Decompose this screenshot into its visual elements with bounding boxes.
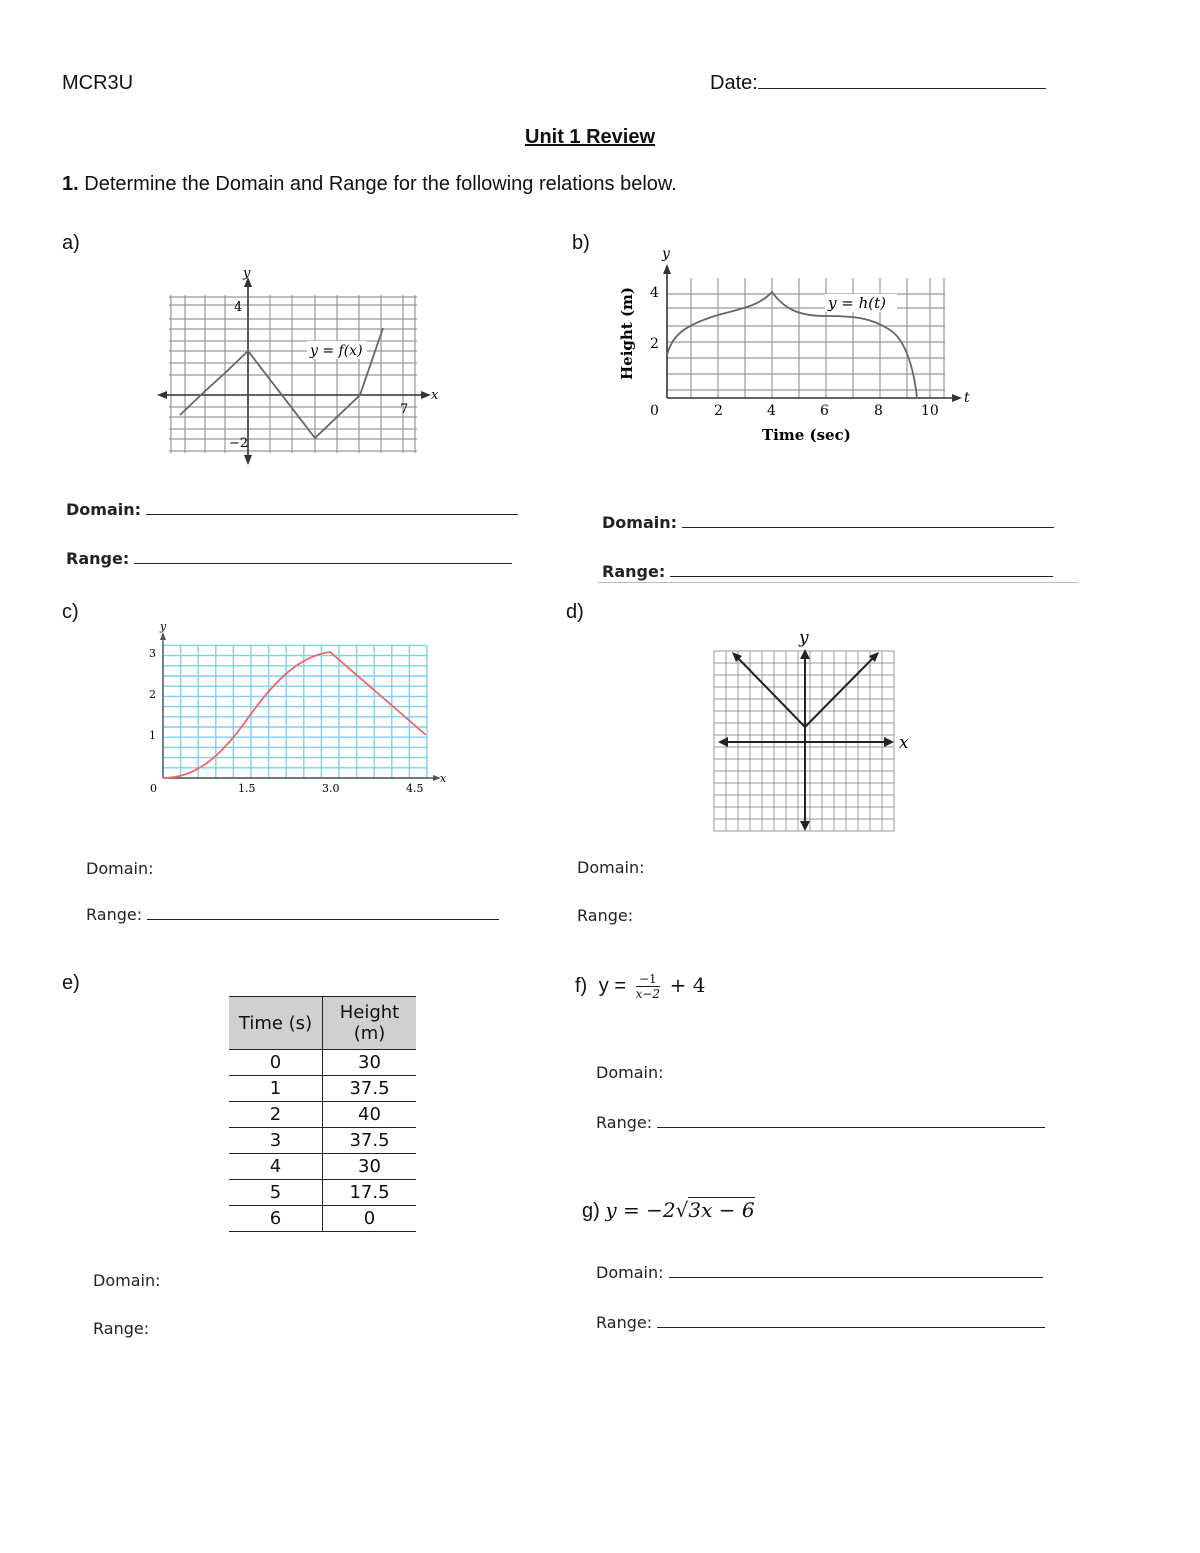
graph-b-xtick-2: 2 bbox=[714, 403, 723, 419]
graph-a-func-label: y = f(x) bbox=[310, 343, 363, 359]
graph-b bbox=[610, 240, 990, 450]
table-row bbox=[229, 1076, 416, 1102]
table-cell: 0 bbox=[323, 1206, 417, 1232]
part-b-domain bbox=[602, 513, 1054, 532]
part-f-denominator: x−2 bbox=[635, 987, 661, 1001]
part-f-fraction bbox=[636, 972, 660, 1001]
graph-b-ytick-4: 4 bbox=[650, 285, 659, 301]
table-header-height: Height (m) bbox=[323, 997, 417, 1050]
table-cell: 37.5 bbox=[323, 1076, 417, 1102]
part-f-equation bbox=[575, 972, 705, 1001]
part-d-range: Range: bbox=[577, 906, 634, 925]
date-line bbox=[758, 74, 1046, 89]
table-row bbox=[229, 1050, 416, 1076]
graph-b-xtick-0: 0 bbox=[650, 403, 659, 419]
table-cell: 2 bbox=[229, 1102, 323, 1128]
table-header-time: Time (s) bbox=[229, 997, 323, 1050]
divider bbox=[598, 582, 1078, 583]
part-f-range-label: Range: bbox=[596, 1113, 653, 1132]
part-g-domain bbox=[596, 1263, 1043, 1282]
table-cell: 6 bbox=[229, 1206, 323, 1232]
graph-b-xlabel: t bbox=[964, 390, 970, 406]
part-a-range-line[interactable] bbox=[134, 549, 512, 564]
graph-c-xtick-1-5: 1.5 bbox=[238, 782, 256, 795]
question-text: Determine the Domain and Range for the following relations below. bbox=[84, 173, 677, 195]
date-field bbox=[710, 72, 1046, 95]
part-a-range-label: Range: bbox=[66, 549, 130, 568]
table-cell: 0 bbox=[229, 1050, 323, 1076]
part-f-label: f) bbox=[575, 974, 588, 997]
table-cell: 1 bbox=[229, 1076, 323, 1102]
part-g-range-line[interactable] bbox=[657, 1313, 1045, 1328]
graph-c-ytick-3: 3 bbox=[149, 647, 156, 660]
graph-a-ylabel: y bbox=[243, 266, 251, 281]
graph-c-xtick-3-0: 3.0 bbox=[322, 782, 340, 795]
part-e-range: Range: bbox=[93, 1319, 150, 1338]
table-cell: 4 bbox=[229, 1154, 323, 1180]
graph-b-ylabel: y bbox=[662, 246, 670, 262]
graph-c-ylabel: y bbox=[160, 620, 167, 633]
page-title: Unit 1 Review bbox=[525, 126, 656, 148]
part-c-range-line[interactable] bbox=[147, 905, 499, 920]
table-header-row bbox=[229, 997, 416, 1050]
graph-b-ytick-2: 2 bbox=[650, 336, 659, 352]
table-cell: 3 bbox=[229, 1128, 323, 1154]
part-g-range-label: Range: bbox=[596, 1313, 653, 1332]
table-row bbox=[229, 1154, 416, 1180]
part-a-domain bbox=[66, 500, 518, 519]
part-c-range bbox=[86, 905, 499, 924]
graph-a-xlabel: x bbox=[431, 388, 439, 403]
graph-b-xtick-10: 10 bbox=[921, 403, 939, 419]
part-g-domain-line[interactable] bbox=[669, 1263, 1043, 1278]
graph-c-xlabel: x bbox=[440, 772, 447, 785]
table-cell: 17.5 bbox=[323, 1180, 417, 1206]
part-f-numerator: −1 bbox=[636, 972, 660, 987]
part-g-prefix: y = −2 bbox=[605, 1198, 676, 1222]
part-g-equation bbox=[582, 1198, 755, 1223]
graph-a bbox=[155, 265, 445, 465]
graph-b-xtick-4: 4 bbox=[767, 403, 776, 419]
table-row bbox=[229, 1128, 416, 1154]
part-c-label: c) bbox=[62, 601, 79, 623]
table-row bbox=[229, 1180, 416, 1206]
part-f-prefix: y = bbox=[598, 974, 627, 997]
graph-b-x-title: Time (sec) bbox=[762, 426, 851, 444]
part-b-range bbox=[602, 562, 1053, 581]
graph-d bbox=[700, 625, 930, 840]
table-cell: 40 bbox=[323, 1102, 417, 1128]
table-row bbox=[229, 1102, 416, 1128]
table-cell: 5 bbox=[229, 1180, 323, 1206]
part-a-label: a) bbox=[62, 232, 80, 254]
part-b-domain-line[interactable] bbox=[682, 513, 1054, 528]
graph-c-xtick-0: 0 bbox=[150, 782, 157, 795]
question-number: 1. bbox=[62, 173, 79, 195]
part-b-range-label: Range: bbox=[602, 562, 666, 581]
part-c-range-label: Range: bbox=[86, 905, 143, 924]
graph-a-tick-7: 7 bbox=[400, 402, 409, 417]
part-b-label: b) bbox=[572, 232, 590, 254]
graph-a-tick-4: 4 bbox=[234, 300, 243, 315]
part-b-domain-label: Domain: bbox=[602, 513, 678, 532]
graph-c-ytick-2: 2 bbox=[149, 688, 156, 701]
part-a-range bbox=[66, 549, 512, 568]
part-d-domain: Domain: bbox=[577, 858, 645, 877]
part-a-domain-line[interactable] bbox=[146, 500, 518, 515]
graph-c-xtick-4-5: 4.5 bbox=[406, 782, 424, 795]
table-cell: 30 bbox=[323, 1050, 417, 1076]
part-g-range bbox=[596, 1313, 1045, 1332]
part-g-label: g) bbox=[582, 1200, 600, 1222]
graph-b-func-label: y = h(t) bbox=[828, 294, 886, 312]
date-label: Date: bbox=[710, 72, 758, 94]
part-b-range-line[interactable] bbox=[670, 562, 1053, 577]
part-f-range-line[interactable] bbox=[657, 1113, 1045, 1128]
part-f-domain: Domain: bbox=[596, 1063, 664, 1082]
graph-c bbox=[140, 618, 460, 808]
graph-b-xtick-8: 8 bbox=[874, 403, 883, 419]
graph-a-tick-neg2: −2 bbox=[229, 436, 249, 451]
graph-d-ylabel: y bbox=[799, 628, 809, 648]
table-row bbox=[229, 1206, 416, 1232]
table-cell: 37.5 bbox=[323, 1128, 417, 1154]
part-f-range bbox=[596, 1113, 1045, 1132]
sqrt-icon: √ bbox=[675, 1198, 689, 1222]
table-cell: 30 bbox=[323, 1154, 417, 1180]
part-e-domain: Domain: bbox=[93, 1271, 161, 1290]
part-a-domain-label: Domain: bbox=[66, 500, 142, 519]
graph-d-xlabel: x bbox=[899, 733, 909, 753]
course-code: MCR3U bbox=[62, 72, 134, 94]
graph-b-y-title: Height (m) bbox=[618, 286, 636, 380]
part-e-label: e) bbox=[62, 972, 80, 994]
graph-b-xtick-6: 6 bbox=[820, 403, 829, 419]
part-d-label: d) bbox=[566, 601, 584, 623]
table-e bbox=[229, 996, 416, 1232]
part-f-tail: + 4 bbox=[669, 972, 706, 997]
question-1 bbox=[62, 173, 677, 196]
part-c-domain: Domain: bbox=[86, 859, 154, 878]
graph-c-ytick-1: 1 bbox=[149, 729, 156, 742]
part-g-radicand: 3x − 6 bbox=[688, 1198, 755, 1222]
part-g-domain-label: Domain: bbox=[596, 1263, 664, 1282]
